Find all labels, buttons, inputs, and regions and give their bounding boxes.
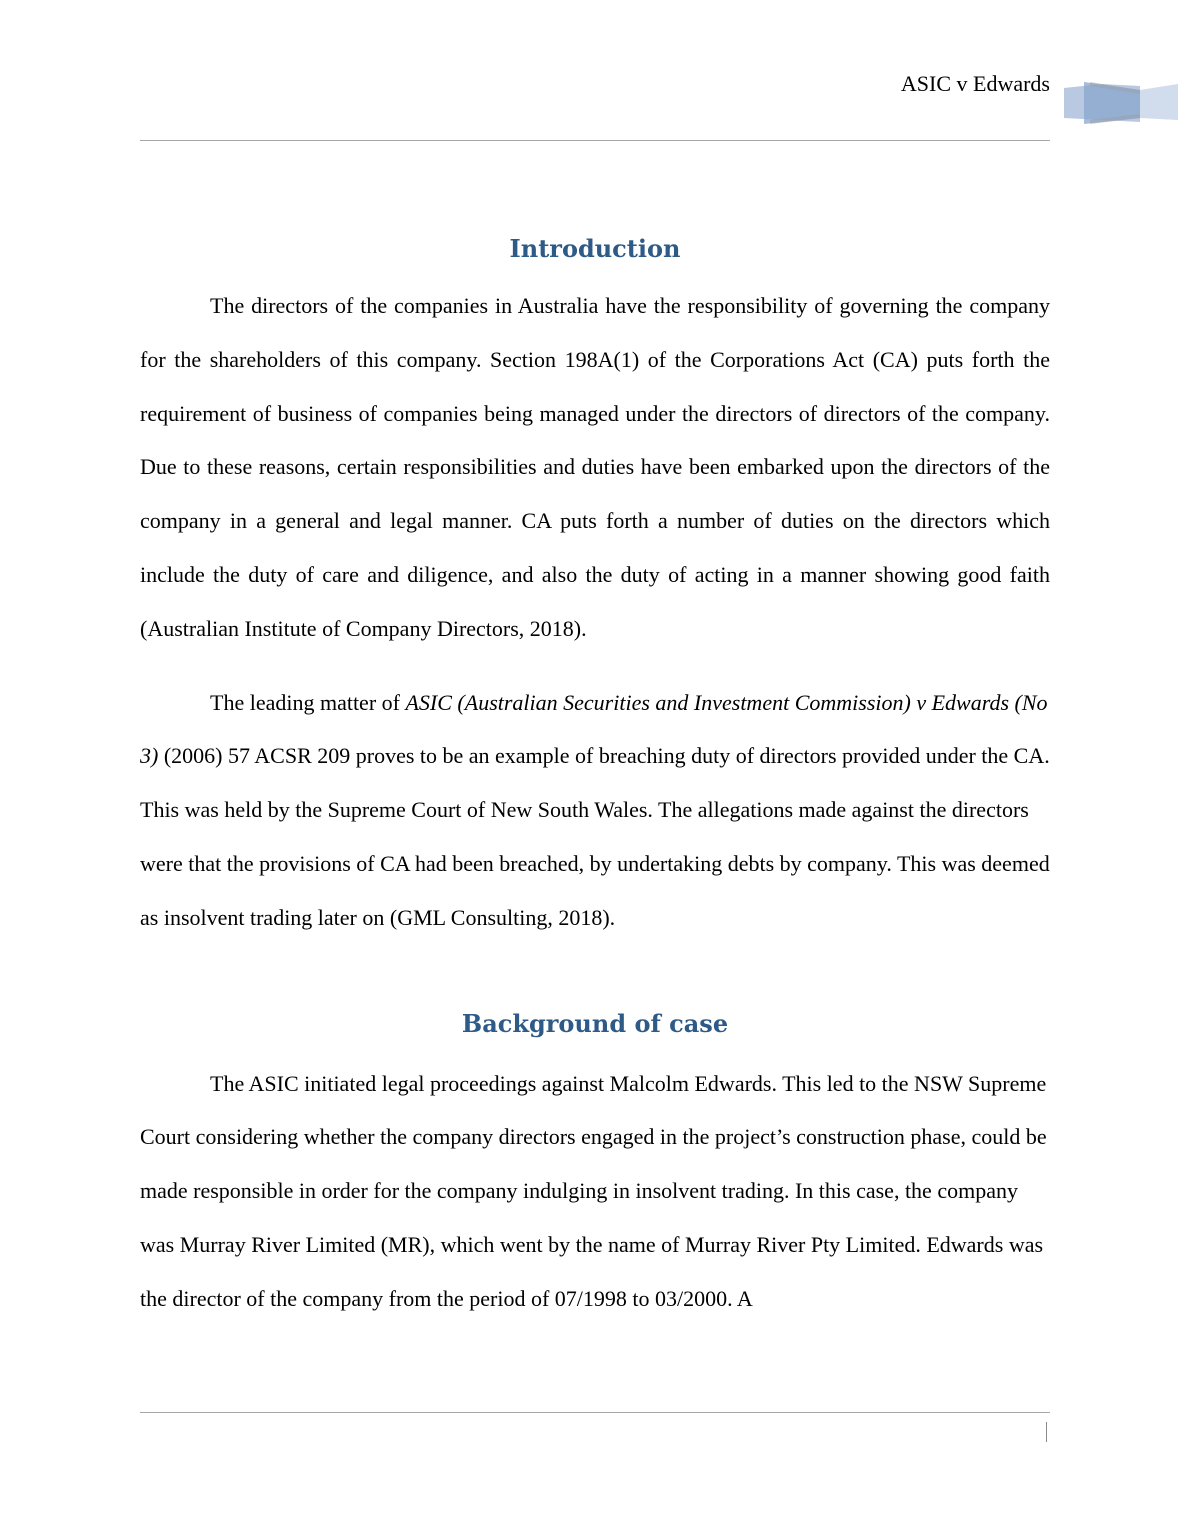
- paragraph-text: (2006) 57 ACSR 209 proves to be an example of breaching duty of directors provided under the CA. This was held by the Supreme Court of New South Wales. The allegations made against the directors were that the provisions of CA had been breached, by undertaking debts by company. This was deemed as insolvent trading later on (GML Consulting, 2018).: [140, 743, 1050, 930]
- paragraph-background-1: The ASIC initiated legal proceedings against Malcolm Edwards. This led to the NSW Supreme Court considering whether the company directors engaged in the project’s construction phase, could be made responsible in order for the company indulging in insolvent trading. In this case, the company was Murray River Limited (MR), which went by the name of Murray River Pty Limited. Edwards was the director of the company from the period of 07/1998 to 03/2000. A: [140, 1070, 1047, 1311]
- paragraph-introduction-1: The directors of the companies in Australia have the responsibility of governing the company for the shareholders of this company. Section 198A(1) of the Corporations Act (CA) puts forth the requirement of business of companies being managed under the directors of directors of the company. Due to these reasons, certain responsibilities and duties have been embarked upon the directors of the company in a general and legal manner. CA puts forth a number of duties on the directors which include the duty of care and diligence, and also the duty of acting in a manner showing good faith (Australian Institute of Company Directors, 2018).: [140, 293, 1050, 641]
- header-decoration-icon: [1062, 80, 1178, 126]
- header-rule: [140, 140, 1050, 141]
- paragraph-introduction-2: [140, 676, 1050, 945]
- header-title: ASIC v Edwards: [900, 71, 1050, 96]
- document-body: [140, 224, 1050, 1326]
- paragraph-text: The leading matter of: [210, 689, 406, 715]
- page-number-bar: [1046, 1422, 1047, 1442]
- heading-introduction: Introduction: [509, 234, 681, 263]
- case-name: ASIC (Australian Securities and Investment Commission) v Edwards (No 3): [140, 689, 1048, 769]
- heading-background-of-case: Background of case: [461, 1008, 729, 1038]
- footer-rule: [140, 1412, 1050, 1413]
